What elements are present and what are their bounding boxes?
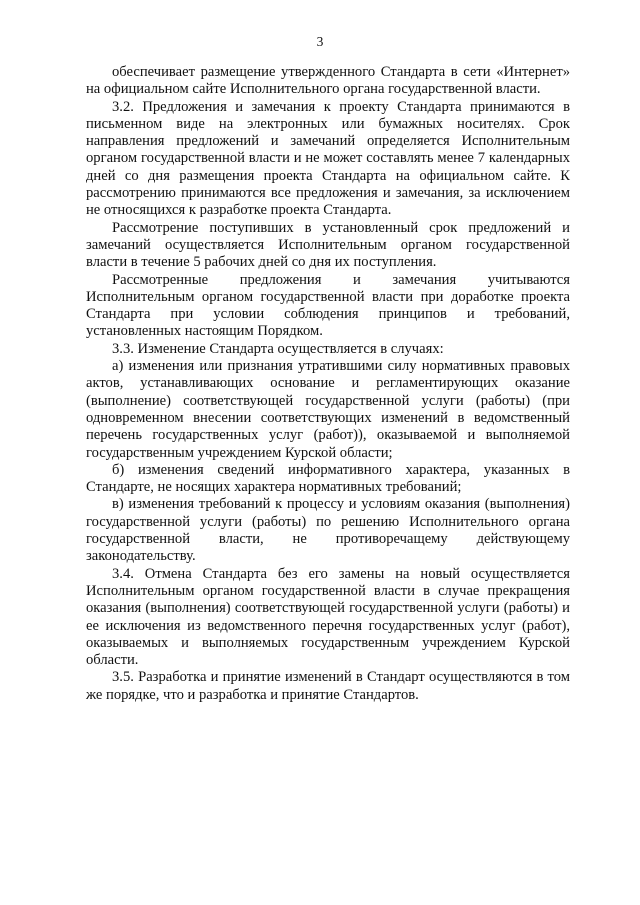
document-body — [86, 64, 570, 704]
list-item-a-body: актов, устанавливающих основание и регламентирующих оказание (выполнение) соответствующей государственной услуги (работы) (при одновременном внесении соответствующих изменений в ведомственный перечень государственных услуг (работ)), оказываемой и выполняемой государственным учреждением Курской области; — [86, 375, 570, 461]
paragraph-considered: Рассмотренные предложения и замечания учитываются Исполнительным органом государственной власти при доработке проекта Стандарта при условии соблюдения принципов и требований, установленных настоящим Порядком. — [86, 271, 570, 340]
list-item-c-head: в) изменения требований к процессу и условиям оказания (выполнения) — [112, 496, 570, 513]
paragraph-3-5: 3.5. Разработка и принятие изменений в Стандарт осуществляются в том же порядке, что и разработка и принятие Стандартов. — [86, 669, 570, 703]
list-item-c-body: государственной услуги (работы) по решению Исполнительного органа государственной власти, не противоречащему действующему законодательству. — [86, 513, 570, 565]
list-item-a-head: а) изменения или признания утратившими силу нормативных правовых — [112, 358, 570, 375]
paragraph-3-2: 3.2. Предложения и замечания к проекту Стандарта принимаются в письменном виде на электронных или бумажных носителях. Срок направления предложений и замечаний определяется Исполнительным органом государственной власти и не может составлять менее 7 календарных дней со дня размещения проекта Стандарта на официальном сайте. К рассмотрению принимаются все предложения и замечания, за исключением не относящихся к разработке проекта Стандарта. — [86, 98, 570, 219]
paragraph-1: обеспечивает размещение утвержденного Стандарта в сети «Интернет» на официальном сайте Исполнительного органа государственной власти. — [86, 64, 570, 98]
paragraph-3-3: 3.3. Изменение Стандарта осуществляется в случаях: — [112, 340, 444, 357]
paragraph-3-4: 3.4. Отмена Стандарта без его замены на новый осуществляется Исполнительным органом государственной власти в случае прекращения оказания (выполнения) соответствующей государственной услуги (работы) и ее исключения из ведомственного перечня государственных услуг (работ), оказываемых и выполняемых государственным учреждением Курской области. — [86, 565, 570, 669]
list-item-b: б) изменения сведений информативного характера, указанных в Стандарте, не носящих характера нормативных требований; — [86, 461, 570, 496]
paragraph-review: Рассмотрение поступивших в установленный срок предложений и замечаний осуществляется Исполнительным органом государственной власти в течение 5 рабочих дней со дня их поступления. — [86, 219, 570, 271]
page-number: 3 — [316, 34, 324, 49]
